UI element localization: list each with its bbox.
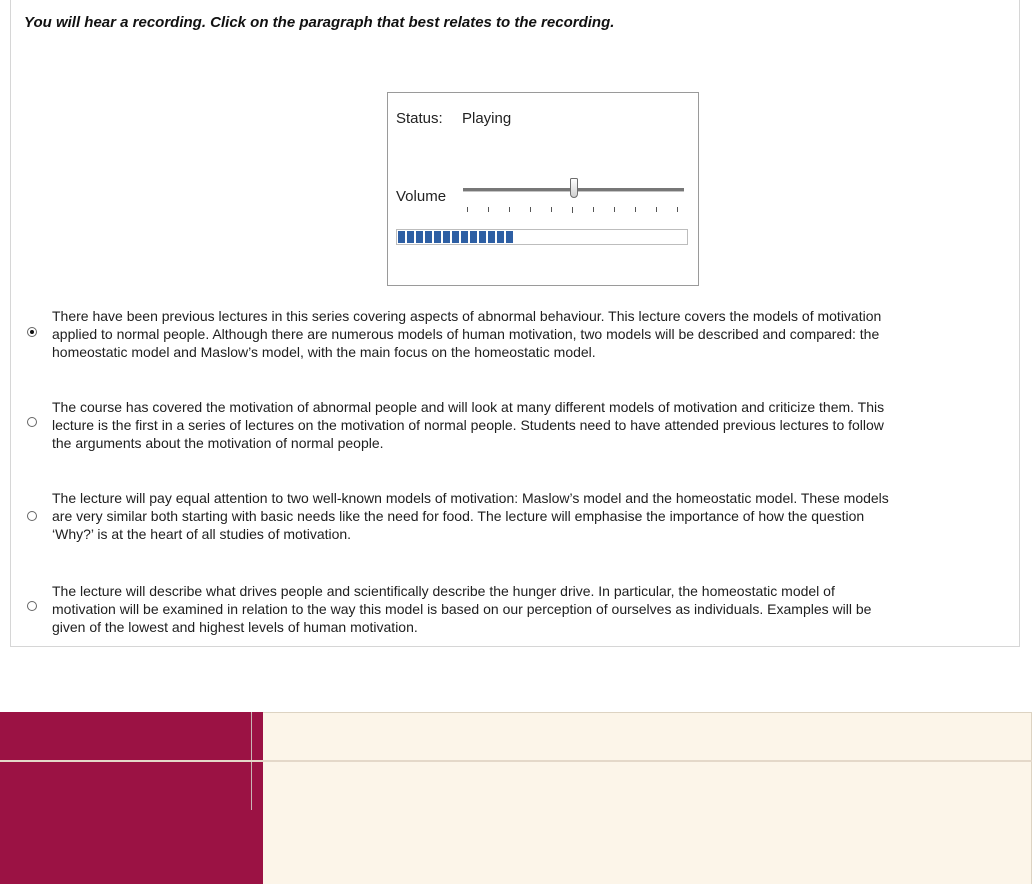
progress-segment [443,231,450,243]
option-paragraph-1[interactable] [52,307,1027,361]
answer-option-3[interactable] [27,489,1027,549]
progress-segment [470,231,477,243]
volume-tick [614,207,615,212]
volume-tick [635,207,636,212]
progress-segment [398,231,405,243]
progress-segment [488,231,495,243]
radio-button-option-3[interactable] [27,511,37,521]
volume-slider-thumb[interactable] [570,178,578,198]
option-line: the arguments about the motivation of normal people. [52,435,384,451]
progress-segment [407,231,414,243]
option-line: lecture is the first in a series of lectures on the motivation of normal people. Students need to have attended previous lectures to follow [52,417,884,433]
progress-segment [425,231,432,243]
progress-segment [452,231,459,243]
radio-button-option-1[interactable] [27,327,37,337]
footer-row-bottom [263,762,1032,884]
option-line: ‘Why?’ is at the heart of all studies of motivation. [52,526,352,542]
volume-tick [530,207,531,212]
progress-segment [497,231,504,243]
question-panel [10,0,1020,647]
volume-ticks [467,207,682,213]
volume-tick [467,207,468,212]
volume-label: Volume [396,188,447,205]
footer-label-column [0,712,263,884]
radio-button-option-2[interactable] [27,417,37,427]
status-value: Playing [462,110,512,127]
progress-segment [434,231,441,243]
status-label: Status: [396,110,443,127]
progress-segment [461,231,468,243]
footer-row-top [263,712,1032,760]
option-line: are very similar both starting with basic needs like the need for food. The lecture will emphasise the importance of how the question [52,508,865,524]
audio-player [387,92,699,286]
volume-tick [677,207,678,212]
option-line: The lecture will pay equal attention to two well-known models of motivation: Maslow’s model and the homeostatic model. These models [52,490,889,506]
option-line: There have been previous lectures in this series covering aspects of abnormal behaviour. This lecture covers the models of motivation [52,308,882,324]
volume-tick [551,207,552,212]
playback-progress-bar [396,229,688,245]
option-paragraph-4[interactable] [52,582,1027,636]
volume-tick [488,207,489,212]
answer-option-1[interactable] [27,307,1027,367]
option-paragraph-2[interactable] [52,398,1027,452]
playback-progress-fill [398,231,513,243]
instruction-text: You will hear a recording. Click on the paragraph that best relates to the recording. [24,14,615,31]
option-line: The course has covered the motivation of abnormal people and will look at many different models of motivation and criticize them. This [52,399,885,415]
option-line: given of the lowest and highest levels of human motivation. [52,619,418,635]
progress-segment [506,231,513,243]
progress-segment [416,231,423,243]
footer-table [0,712,1032,884]
option-line: homeostatic model and Maslow’s model, with the main focus on the homeostatic model. [52,344,596,360]
option-line: motivation will be examined in relation to the way this model is based on our perception of ourselves as individuals. Examples will be [52,601,872,617]
volume-tick [572,207,573,213]
volume-tick [656,207,657,212]
option-line: applied to normal people. Although there are numerous models of human motivation, two models will be described and compared: the [52,326,880,342]
progress-segment [479,231,486,243]
radio-button-option-4[interactable] [27,601,37,611]
volume-tick [509,207,510,212]
option-paragraph-3[interactable] [52,489,1027,543]
answer-option-2[interactable] [27,398,1027,458]
answer-option-4[interactable] [27,582,1027,642]
volume-tick [593,207,594,212]
option-line: The lecture will describe what drives people and scientifically describe the hunger drive. In particular, the homeostatic model of [52,583,835,599]
